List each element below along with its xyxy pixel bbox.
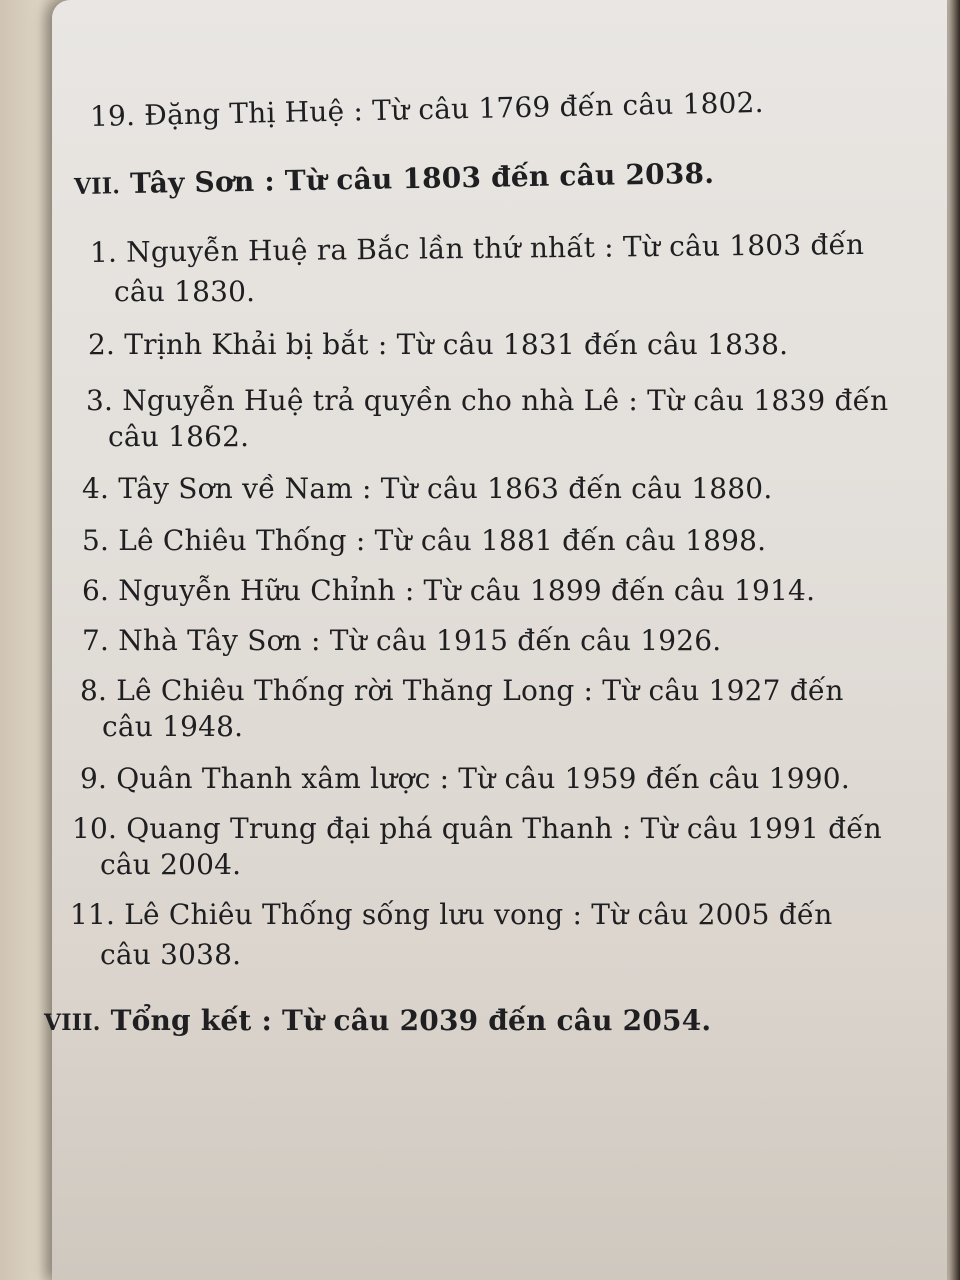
entry-19: 19. Đặng Thị Huệ : Từ câu 1769 đến câu 1802. [89, 85, 765, 133]
item-3-line-2: câu 1862. [108, 420, 250, 453]
item-2: 2. Trịnh Khải bị bắt : Từ câu 1831 đến câu 1838. [88, 328, 789, 361]
item-8-line-1: 8. Lê Chiêu Thống rời Thăng Long : Từ câu 1927 đến [80, 674, 844, 707]
item-11-line-1: 11. Lê Chiêu Thống sống lưu vong : Từ câu 2005 đến [70, 898, 833, 931]
item-5: 5. Lê Chiêu Thống : Từ câu 1881 đến câu 1898. [82, 524, 767, 557]
section-viii-title: Tổng kết : Từ câu 2039 đến câu 2054. [110, 1004, 712, 1037]
item-3-line-1: 3. Nguyễn Huệ trả quyền cho nhà Lê : Từ câu 1839 đến [86, 384, 889, 417]
book-page [44, 0, 947, 1280]
item-9: 9. Quân Thanh xâm lược : Từ câu 1959 đến câu 1990. [80, 762, 850, 795]
section-vii-number: VII. [73, 173, 121, 200]
item-7: 7. Nhà Tây Sơn : Từ câu 1915 đến câu 1926. [82, 624, 722, 657]
section-vii-heading [74, 157, 715, 204]
item-6: 6. Nguyễn Hữu Chỉnh : Từ câu 1899 đến câu 1914. [82, 574, 816, 607]
section-vii-title: Tây Sơn : Từ câu 1803 đến câu 2038. [129, 156, 715, 201]
item-1-line-1: 1. Nguyễn Huệ ra Bắc lần thứ nhất : Từ câu 1803 đến [89, 227, 865, 269]
item-8-line-2: câu 1948. [102, 710, 244, 743]
item-11-line-2: câu 3038. [100, 938, 242, 971]
item-10-line-1: 10. Quang Trung đại phá quân Thanh : Từ câu 1991 đến [72, 812, 882, 845]
item-1-line-2: câu 1830. [114, 275, 256, 308]
item-10-line-2: câu 2004. [100, 848, 242, 881]
section-viii-number: VIII. [44, 1010, 101, 1036]
item-4: 4. Tây Sơn về Nam : Từ câu 1863 đến câu 1880. [82, 472, 773, 505]
section-viii-heading [44, 1004, 711, 1040]
